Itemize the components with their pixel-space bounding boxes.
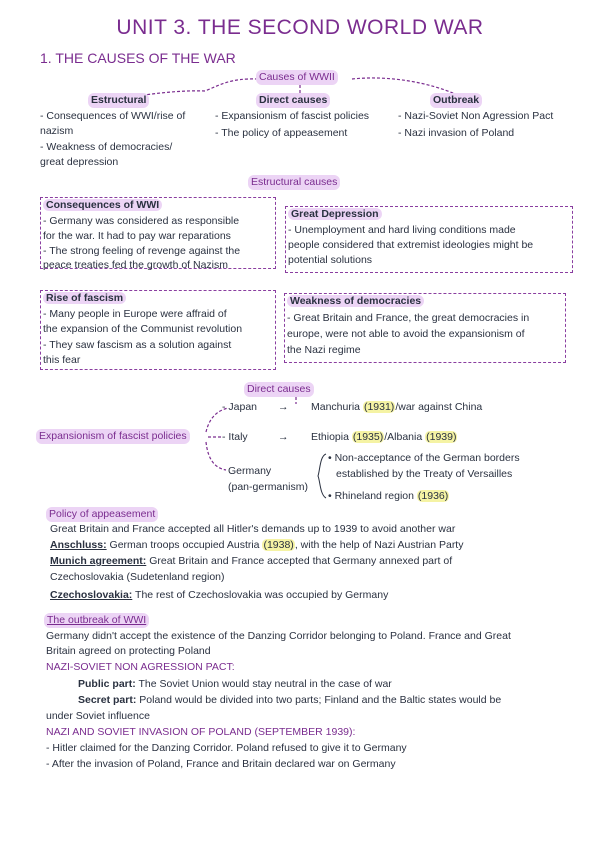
- direct-causes-label: Direct causes: [244, 382, 314, 397]
- munich-line-2: Czechoslovakia (Sudetenland region): [50, 571, 225, 583]
- direct-item: - Expansionism of fascist policies: [215, 110, 370, 122]
- germany-sub: (pan-germanism): [228, 481, 308, 493]
- box-line: - The strong feeling of revenge against the: [43, 245, 241, 257]
- box-title: Consequences of WWI: [43, 199, 162, 211]
- causes-center-label: Causes of WWII: [256, 70, 338, 85]
- munich-line: Munich agreement: Great Britain and France accepted that Germany annexed part of: [50, 555, 453, 567]
- box-line: the expansion of the Communist revolution: [43, 323, 243, 335]
- box-line: the Nazi regime: [287, 344, 361, 356]
- box-title: Great Depression: [288, 208, 382, 220]
- box-line: peace treaties fed the growth of Nazism: [43, 259, 229, 271]
- box-line: europe, were not able to avoid the expansionism of: [287, 328, 525, 340]
- czech-line: Czechoslovakia: The rest of Czechoslovakia was occupied by Germany: [50, 589, 389, 601]
- structural-item: nazism: [40, 125, 74, 137]
- outbreak-item: - Nazi invasion of Poland: [398, 127, 515, 139]
- germany-point: • Non-acceptance of the German borders: [328, 452, 520, 464]
- box-line: - Unemployment and hard living conditions made: [288, 224, 516, 236]
- appeasement-line: Great Britain and France accepted all Hitler's demands up to 1939 to avoid another war: [50, 523, 456, 535]
- outbreak-line: Britain agreed on protecting Poland: [46, 645, 211, 657]
- box-rise-of-fascism: [40, 290, 276, 370]
- public-line: Public part: The Soviet Union would stay neutral in the case of war: [78, 678, 392, 690]
- box-line: - Many people in Europe were affraid of: [43, 308, 227, 320]
- appeasement-title: Policy of appeasement: [46, 507, 158, 522]
- japan-line: Manchuria (1931)/war against China: [311, 401, 483, 413]
- japan-label: - Japan: [222, 401, 258, 413]
- structural-item: - Consequences of WWI/rise of: [40, 110, 186, 122]
- germany-label: Germany: [228, 465, 272, 477]
- structural-causes-label: Estructural causes: [248, 175, 340, 190]
- invasion-line: - After the invasion of Poland, France and Britain declared war on Germany: [46, 758, 396, 770]
- structural-item: great depression: [40, 156, 119, 168]
- page-title: UNIT 3. THE SECOND WORLD WAR: [116, 16, 484, 39]
- box-line: for the war. It had to pay war reparations: [43, 230, 231, 242]
- outbreak-item: - Nazi-Soviet Non Agression Pact: [398, 110, 554, 122]
- section-heading-causes: 1. THE CAUSES OF THE WAR: [40, 50, 236, 66]
- box-line: potential solutions: [288, 254, 373, 266]
- italy-line: Ethiopia (1935)/Albania (1939): [311, 431, 457, 443]
- box-consequences-wwi: [40, 197, 276, 269]
- pact-head: NAZI-SOVIET NON AGRESSION PACT:: [46, 661, 235, 673]
- box-title: Rise of fascism: [43, 292, 126, 304]
- structural-item: - Weakness of democracies/: [40, 141, 173, 153]
- direct-head: Direct causes: [256, 93, 330, 108]
- arrow-icon: →: [278, 401, 289, 413]
- secret-line-2: under Soviet influence: [46, 710, 150, 722]
- structural-head: Estructural: [88, 93, 149, 108]
- direct-item: - The policy of appeasement: [215, 127, 348, 139]
- anschluss-line: Anschluss: German troops occupied Austria (1938), with the help of Nazi Austrian Party: [50, 539, 464, 551]
- box-line: this fear: [43, 354, 81, 366]
- invasion-head: NAZI AND SOVIET INVASION OF POLAND (SEPTEMBER 1939):: [46, 726, 356, 738]
- outbreak-line: Germany didn't accept the existence of the Danzing Corridor belonging to Poland. France and Great: [46, 630, 511, 642]
- italy-label: - Italy: [222, 431, 248, 443]
- outbreak-title: The outbreak of WWI: [44, 613, 149, 628]
- box-line: people considered that extremist ideologies might be: [288, 239, 534, 251]
- germany-point: established by the Treaty of Versailles: [336, 468, 513, 480]
- arrow-icon: →: [278, 431, 289, 443]
- box-great-depression: [285, 206, 573, 273]
- box-title: Weakness of democracies: [287, 295, 424, 307]
- invasion-line: - Hitler claimed for the Danzing Corridor. Poland refused to give it to Germany: [46, 742, 407, 754]
- secret-line: Secret part: Poland would be divided into two parts; Finland and the Baltic states would be: [78, 694, 502, 706]
- box-weakness-democracies: [284, 293, 566, 363]
- rhineland-line: • Rhineland region (1936): [328, 490, 449, 502]
- box-line: - They saw fascism as a solution against: [43, 339, 232, 351]
- box-line: - Germany was considered as responsible: [43, 215, 240, 227]
- box-line: - Great Britain and France, the great democracies in: [287, 312, 530, 324]
- outbreak-head: Outbreak: [430, 93, 482, 108]
- expansionism-label: Expansionism of fascist policies: [36, 429, 190, 444]
